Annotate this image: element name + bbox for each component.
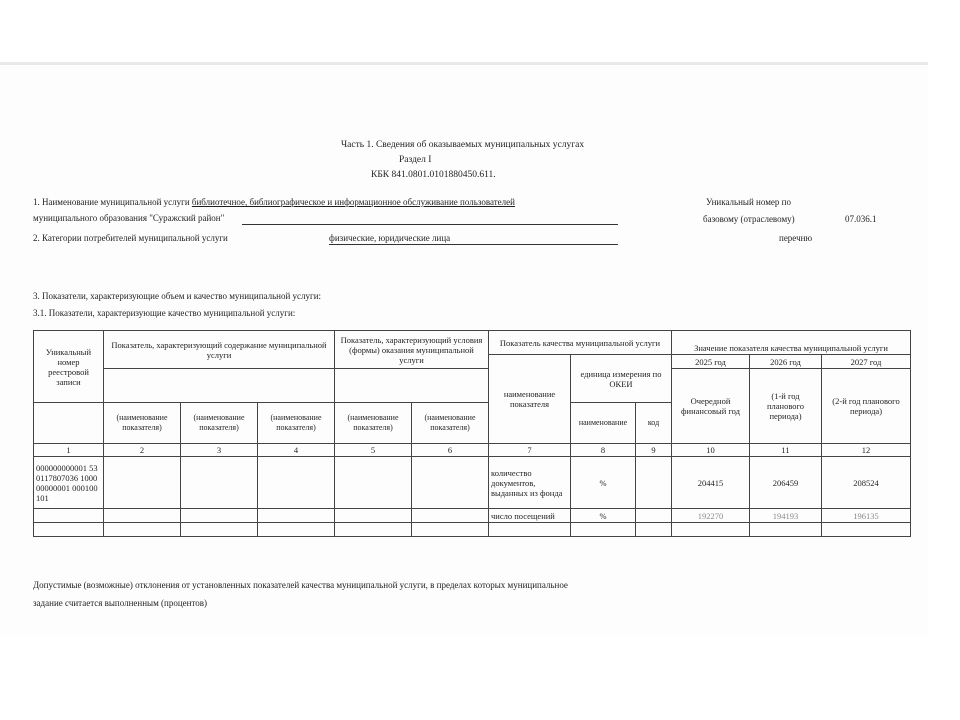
empty-cell: [822, 523, 911, 537]
registry-number: 000000000001 530117807036 100000000001 000100101: [34, 457, 104, 509]
header-content-spacer: [104, 369, 335, 403]
empty-cell: [489, 523, 571, 537]
header-indicator-name: наименование показателя: [489, 355, 571, 444]
header-quality-value: Значение показателя качества муниципальной услуги: [672, 331, 911, 355]
col-number: 8: [571, 444, 636, 457]
underline-service: [242, 224, 618, 225]
column-numbers-row: [34, 444, 911, 457]
empty-cell: [34, 509, 104, 523]
empty-cell: [258, 509, 335, 523]
header-year-2025: 2025 год: [672, 355, 750, 369]
unit-name: %: [571, 457, 636, 509]
value-2026: 206459: [750, 457, 822, 509]
empty-cell: [571, 523, 636, 537]
header-conditions-spacer: [335, 369, 489, 403]
header-unique-spacer: [34, 403, 104, 444]
footer-line-2: задание считается выполненным (процентов): [33, 598, 208, 608]
item31-text: 3.1. Показатели, характеризующие качество муниципальной услуги:: [33, 308, 296, 318]
empty-cell: [335, 509, 412, 523]
service-name-part1: библиотечное, библиографическое и информационное обслуживание пользователей: [191, 197, 515, 207]
table-row: [34, 509, 911, 523]
col-number: 5: [335, 444, 412, 457]
empty-cell: [636, 523, 672, 537]
unique-number: 07.036.1: [845, 214, 877, 224]
col-number: 3: [181, 444, 258, 457]
sub-header-col5: (наименование показателя): [335, 403, 412, 444]
empty-cell: [258, 457, 335, 509]
sub-header-col2: (наименование показателя): [104, 403, 181, 444]
sub-header-col4: (наименование показателя): [258, 403, 335, 444]
col-number: 6: [412, 444, 489, 457]
sub-header-col3: (наименование показателя): [181, 403, 258, 444]
quality-indicators-table: [33, 330, 911, 537]
empty-cell: [750, 523, 822, 537]
value-2027: 208524: [822, 457, 911, 509]
value-2025: 192270: [672, 509, 750, 523]
header-quality-indicator: Показатель качества муниципальной услуги: [489, 331, 672, 355]
item1-row: [33, 197, 515, 208]
empty-cell: [412, 457, 489, 509]
header-conditions-indicator: Показатель, характеризующий условия (формы) оказания муниципальной услуги: [335, 331, 489, 369]
section-title: Раздел I: [399, 155, 432, 165]
col-number: 12: [822, 444, 911, 457]
unit-code: [636, 509, 672, 523]
col-number: 7: [489, 444, 571, 457]
value-2025: 204415: [672, 457, 750, 509]
empty-cell: [258, 523, 335, 537]
empty-cell: [104, 509, 181, 523]
item1-prefix: 1. Наименование муниципальной услуги: [33, 197, 190, 207]
col-number: 10: [672, 444, 750, 457]
table-row: [34, 523, 911, 537]
empty-cell: [104, 457, 181, 509]
empty-cell: [412, 523, 489, 537]
empty-cell: [181, 457, 258, 509]
header-year-2026: 2026 год: [750, 355, 822, 369]
empty-cell: [104, 523, 181, 537]
value-2026: 194193: [750, 509, 822, 523]
unique-label-1: Уникальный номер по: [706, 197, 791, 207]
header-plan-year-1: (1-й год планового периода): [750, 369, 822, 444]
kbk-code: КБК 841.0801.0101880450.611.: [371, 170, 496, 180]
empty-cell: [181, 509, 258, 523]
header-year-2027: 2027 год: [822, 355, 911, 369]
unit-name: %: [571, 509, 636, 523]
col-number: 2: [104, 444, 181, 457]
empty-cell: [34, 523, 104, 537]
col-number: 11: [750, 444, 822, 457]
unit-code: [636, 457, 672, 509]
empty-cell: [181, 523, 258, 537]
table-row: [34, 457, 911, 509]
footer-line-1: Допустимые (возможные) отклонения от установленных показателей качества муниципальной услуги, в пределах которых муниципальное: [33, 580, 568, 590]
item3-text: 3. Показатели, характеризующие объем и качество муниципальной услуги:: [33, 291, 322, 301]
consumer-category: физические, юридические лица: [329, 233, 451, 243]
part-title: Часть 1. Сведения об оказываемых муниципальных услугах: [341, 140, 585, 150]
empty-cell: [335, 457, 412, 509]
header-plan-year-2: (2-й год планового периода): [822, 369, 911, 444]
col-number: 1: [34, 444, 104, 457]
header-unit-name: наименование: [571, 403, 636, 444]
unique-label-3: перечню: [779, 233, 813, 243]
service-name-part2: муниципального образования "Суражский район": [33, 213, 225, 223]
empty-cell: [672, 523, 750, 537]
col-number: 4: [258, 444, 335, 457]
header-unique-number: Уникальный номер реестровой записи: [34, 331, 104, 403]
unique-label-2: базовому (отраслевому): [703, 214, 795, 224]
indicator-name: количество документов, выданных из фонда: [489, 457, 571, 509]
header-unit-code: код: [636, 403, 672, 444]
header-fin-year: Очередной финансовый год: [672, 369, 750, 444]
sub-header-col6: (наименование показателя): [412, 403, 489, 444]
header-content-indicator: Показатель, характеризующий содержание муниципальной услуги: [104, 331, 335, 369]
header-unit-okei: единица измерения по ОКЕИ: [571, 355, 672, 403]
value-2027: 196135: [822, 509, 911, 523]
empty-cell: [412, 509, 489, 523]
item2-prefix: 2. Категории потребителей муниципальной услуги: [33, 233, 228, 243]
underline-category: [329, 244, 618, 245]
indicator-name: число посещений: [489, 509, 571, 523]
empty-cell: [335, 523, 412, 537]
col-number: 9: [636, 444, 672, 457]
